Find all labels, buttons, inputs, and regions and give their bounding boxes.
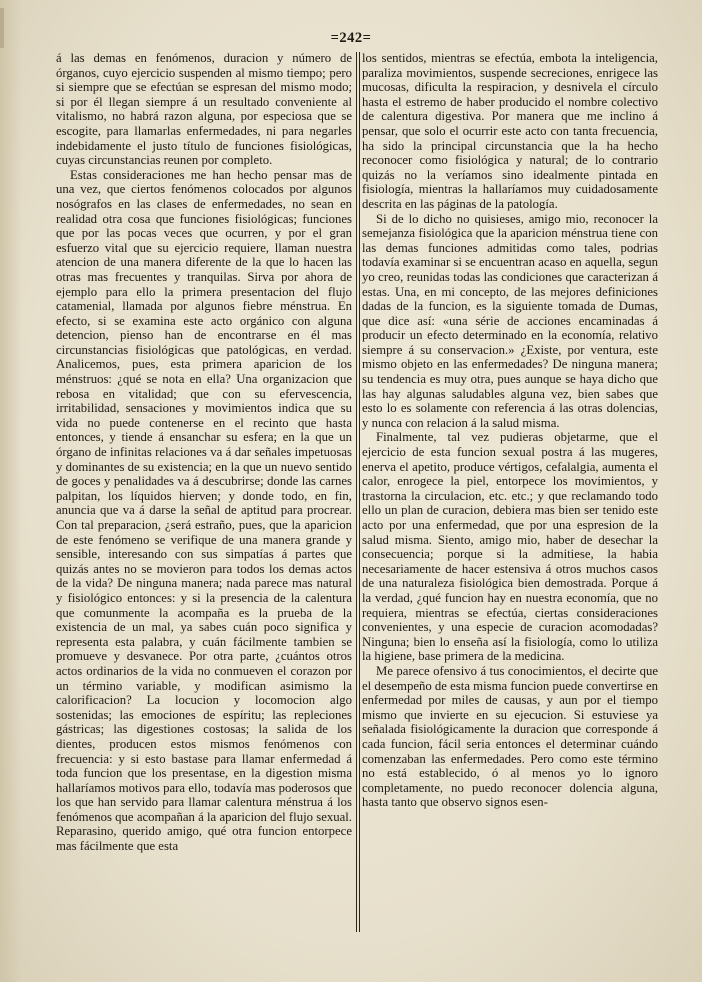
paragraph: los sentidos, mientras se efectúa, embota la inteligencia, paraliza movimientos, suspende secreciones, enrigece las mucosas, dificulta la respiracion, y desnivela el círculo hasta el estremo de haber producido el nombre colectivo de calentura digestiva. Por manera que me inclino á pensar, que solo el ocurrir este acto con tanta frecuencia, ha sido la principal circunstancia que la ha hecho reconocer como fisiológica y natural; de lo contrario quizás no la veríamos sino idealmente pintada en fisiología, mientras la hallaríamos muy cuidadosamente descrita en las páginas de la patología.: [362, 51, 658, 211]
page-number: =242=: [330, 30, 372, 46]
column-divider: [356, 52, 357, 932]
left-column: [56, 51, 352, 854]
page-edge-shadow: [0, 0, 22, 982]
paragraph: Me parece ofensivo á tus conocimientos, el decirte que el desempeño de esta misma funcion puede convertirse en enfermedad por miles de causas, y aun por el tiempo mismo que invierte en su ejecucion. Si estuviese ya señalada fisiológicamente la duracion que corresponde á cada funcion, fácil seria entonces el determinar cuándo comenzaban las enfermedades. Pero como este término no está establecido, ó al menos yo lo ignoro completamente, no puedo reconocer dolencia alguna, hasta tanto que observo signos esen-: [362, 663, 658, 810]
paragraph: Si de lo dicho no quisieses, amigo mio, reconocer la semejanza fisiológica que la aparicion ménstrua tiene con las demas funciones admitidas como tales, podrias todavía examinar si se encuentran acaso en aquella, segun yo creo, reunidas todas las condiciones que caracterizan á estas. Una, en mi concepto, de las mejores definiciones dadas de la funcion, es la siguiente tomada de Dumas, que dice así: «una série de acciones encaminadas á producir un efecto determinado en la economía, relativo siempre á su conservacion.» ¿Existe, por ventura, este mismo objeto en las enfermedades? De ninguna manera; su tendencia es muy otra, pues aunque se haya dicho que las hay algunas saludables alguna vez, bien sabes que esto lo es solamente con referencia á las otras dolencias, y nunca con relacion á la salud misma.: [362, 211, 658, 430]
paragraph: á las demas en fenómenos, duracion y número de órganos, cuyo ejercicio suspenden al mismo tiempo; pero si siempre que se efectúan se espresan del mismo modo; si por él llegan siempre á un resultado conveniente al vitalismo, no habrá razon alguna, por especiosa que se escogite, para llamarlas enfermedades, ni para negarles indebidamente el justo título de funciones fisiológicas, cuyas circunstancias reunen por completo.: [56, 51, 352, 168]
column-divider: [359, 52, 360, 932]
right-column: [362, 51, 658, 810]
paragraph: Estas consideraciones me han hecho pensar mas de una vez, que ciertos fenómenos colocados por algunos nosógrafos en las clases de enfermedades, no sean en realidad otra cosa que funciones fisiológicas; funciones que por las pocas veces que ocurren, y por el gran esfuerzo vital que su ejercicio requiere, llaman nuestra atencion de una manera diferente de la que lo hacen las otras mas frecuentes y tranquilas. Sirva por ahora de ejemplo para ello la primera presentacion del flujo catamenial, llamada por algunos fiebre ménstrua. En efecto, si se examina este acto orgánico con alguna detencion, pienso han de encontrarse en él mas circunstancias fisiológicas que patológicas, en verdad. Analicemos, pues, esta primera aparicion de los ménstruos: ¿qué se nota en ella? Una organizacion que rebosa en vitalidad; que con su efervescencia, irritabilidad, sensaciones y movimientos indica que su vida no puede contenerse en el recinto que hasta entonces, y tiende á ensanchar su esfera; en la que un órgano de infinitas relaciones va á dar señales impetuosas y dominantes de su existencia; en la que un nuevo sentido de goces y penalidades va á descubrirse; donde las carnes palpitan, los líquidos hierven; y donde todo, en fin, anuncia que va á darse la señal de aptitud para procrear. Con tal preparacion, ¿será estraño, pues, que la aparicion de este fenómeno se verifique de una manera grande y sensible, interesando con sus simpatías á partes que quizás antes no se movieron para todos los demas actos de la vida? De ninguna manera; nada parece mas natural y fisiológico entonces: y si la presencia de la calentura que comunmente la acompaña es la prueba de la existencia de un mal, ya sabes cuán poco significa y representa esta palabra, y cuán fácilmente tambien se promueve y desvanece. Por otra parte, ¿cuántos otros actos ordinarios de la vida no conmueven el corazon por un término variable, y modifican asimismo la calorificacion? La locucion y locomocion algo sostenidas; las emociones de espíritu; las repleciones gástricas; las digestiones costosas; la salida de los dientes, producen estos mismos fenómenos con frecuencia: y si esto bastase para llamar enfermedad á toda funcion que los presentase, en la digestion misma hallaríamos motivos para ello, todavía mas poderosos que los que han servido para llamar calentura ménstrua á los fenómenos que acompañan á la aparicion del flujo sexual. Reparasino, querido amigo, qué otra funcion entorpece mas fácilmente que esta: [56, 167, 352, 854]
paragraph: Finalmente, tal vez pudieras objetarme, que el ejercicio de esta funcion sexual postra á las mugeres, enerva el apetito, produce vértigos, cefalalgia, aumenta el calor, enrogece la piel, entorpece los movimientos, y trastorna la circulacion, etc. etc.; y que reclamando todo ello un plan de curacion, debiera mas bien ser tenido este acto por una enfermedad, que por una espresion de la salud misma. Siento, amigo mio, haber de desechar la consecuencia; porque si la admitiese, la habia necesariamente de hacer estensiva á otros muchos casos de una naturaleza fisiológica bien demostrada. Porque á la verdad, ¿qué funcion hay en nuestra economía, que no requiera, mientras se efectúa, ciertas consideraciones convenientes, y una especie de curacion acomodadas? Ninguna; bien lo enseña así la fisiología, como lo utiliza la higiene, base primera de la medicina.: [362, 430, 658, 664]
